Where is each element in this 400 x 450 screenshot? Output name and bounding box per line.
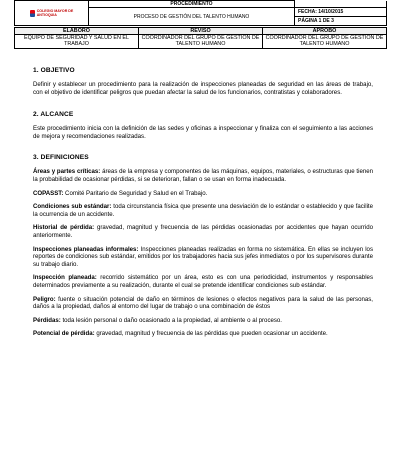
definition-item (33, 224, 373, 239)
section-title-alcance: 2. ALCANCE (33, 111, 74, 119)
definition-term: Historial de pérdida: (33, 224, 95, 232)
definition-text: gravedad, magnitud y frecuencia de las pérdidas que pueden ocasionar un accidente. (94, 330, 328, 338)
alcance-text: Este procedimiento inicia con la definición de las sedes y oficinas a inspeccionar y finaliza con el seguimiento a las acciones de mejora y recomendaciones realizadas. (33, 125, 373, 140)
section-title-objetivo: 1. OBJETIVO (33, 67, 75, 74)
definition-term: Áreas y partes críticas: (33, 168, 101, 176)
definition-term: Peligro: (33, 295, 56, 303)
definition-text: toda circunstancia física que presente una desviación de lo estándar o establecido y que facilite la ocurrencia de un accidente. (33, 203, 373, 218)
aprobo-header: APROBO (263, 28, 387, 35)
header-blank-cell (295, 1, 387, 8)
definitions-list (33, 168, 373, 338)
logo-text: COLEGIO MAYOR DE ANTIOQUIA (36, 9, 74, 17)
definition-item (33, 246, 373, 269)
definition-item (33, 296, 373, 311)
process-name: PROCESO DE GESTIÓN DEL TALENTO HUMANO (89, 8, 295, 26)
definition-term: COPASST: (33, 189, 64, 197)
definition-term: Inspecciones planeadas informales: (33, 245, 139, 253)
definition-term: Pérdidas: (33, 316, 61, 324)
signature-table (14, 27, 387, 49)
document-body (33, 60, 373, 344)
definition-text: áreas de la empresa y componentes de las máquinas, equipos, materiales, o estructuras que tienen la probabilidad de ocasionar pérdidas, si se deterioran, fallan o se usan en forma inadecuada. (33, 168, 373, 183)
definition-text: recorrido sistemático por un área, esto es con una periodicidad, instrumentos y responsables determinados previamente a su realización, durante el cual se pretende identificar condiciones sub estándar. (33, 274, 373, 289)
definition-text: gravedad, magnitud y frecuencia de las pérdidas ocasionadas por accidentes que hayan ocurrido anteriormente. (33, 224, 373, 239)
logo-cell (15, 1, 89, 26)
definition-text: Inspecciones planeadas realizadas en forma no sistemática. En ellas se incluyen los reportes de condiciones sub estándar, emitidos por los trabajadores hacia sus jefes inmediatos o por los supervisores durante su trabajo diario. (33, 245, 373, 268)
reviso-header: REVISO (139, 28, 263, 35)
definition-text: toda lesión personal o daño ocasionado a la propiedad, al ambiente o al proceso. (60, 316, 283, 324)
definition-term: Potencial de pérdida: (33, 330, 95, 338)
page-number: PÁGINA 1 DE 3 (295, 17, 387, 26)
reviso-value: COORDINADOR DEL GRUPO DE GESTIÓN DE TALENTO HUMANO (139, 35, 263, 48)
definition-item (33, 317, 373, 325)
definition-text: fuente o situación potencial de daño en términos de lesiones o efectos negativos para la salud de las personas, daños a la propiedad, daños al entorno del lugar de trabajo o una combinación de éstos (33, 295, 373, 311)
aprobo-value: COORDINADOR DEL GRUPO DE GESTIÓN DE TALENTO HUMANO (263, 35, 387, 48)
definition-item (33, 274, 373, 289)
objetivo-text: Definir y establecer un procedimiento para la realización de inspecciones planeadas de seguridad en las áreas de trabajo, con el objetivo de identificar peligros que puedan afectar la salud de los funcionarios, contratistas y colaboradores. (33, 81, 373, 96)
definition-term: Condiciones sub estándar: (33, 203, 112, 211)
definition-term: Inspección planeada: (33, 274, 97, 282)
document-title: PROCEDIMIENTO (89, 1, 295, 8)
definition-item (33, 330, 373, 338)
document-date: FECHA: 14/10/2015 (295, 8, 387, 17)
elaboro-header: ELABORO (15, 28, 139, 35)
definition-item (33, 168, 373, 183)
logo-emblem-icon (30, 10, 35, 17)
section-title-definiciones: 3. DEFINICIONES (33, 154, 89, 162)
definition-text: Comité Paritario de Seguridad y Salud en el Trabajo. (63, 189, 208, 197)
elaboro-value: EQUIPO DE SEGURIDAD Y SALUD EN EL TRABAJO (15, 35, 139, 48)
definition-item (33, 203, 373, 218)
document-header-table (14, 0, 387, 26)
definition-item (33, 190, 373, 198)
institution-logo (15, 6, 88, 20)
